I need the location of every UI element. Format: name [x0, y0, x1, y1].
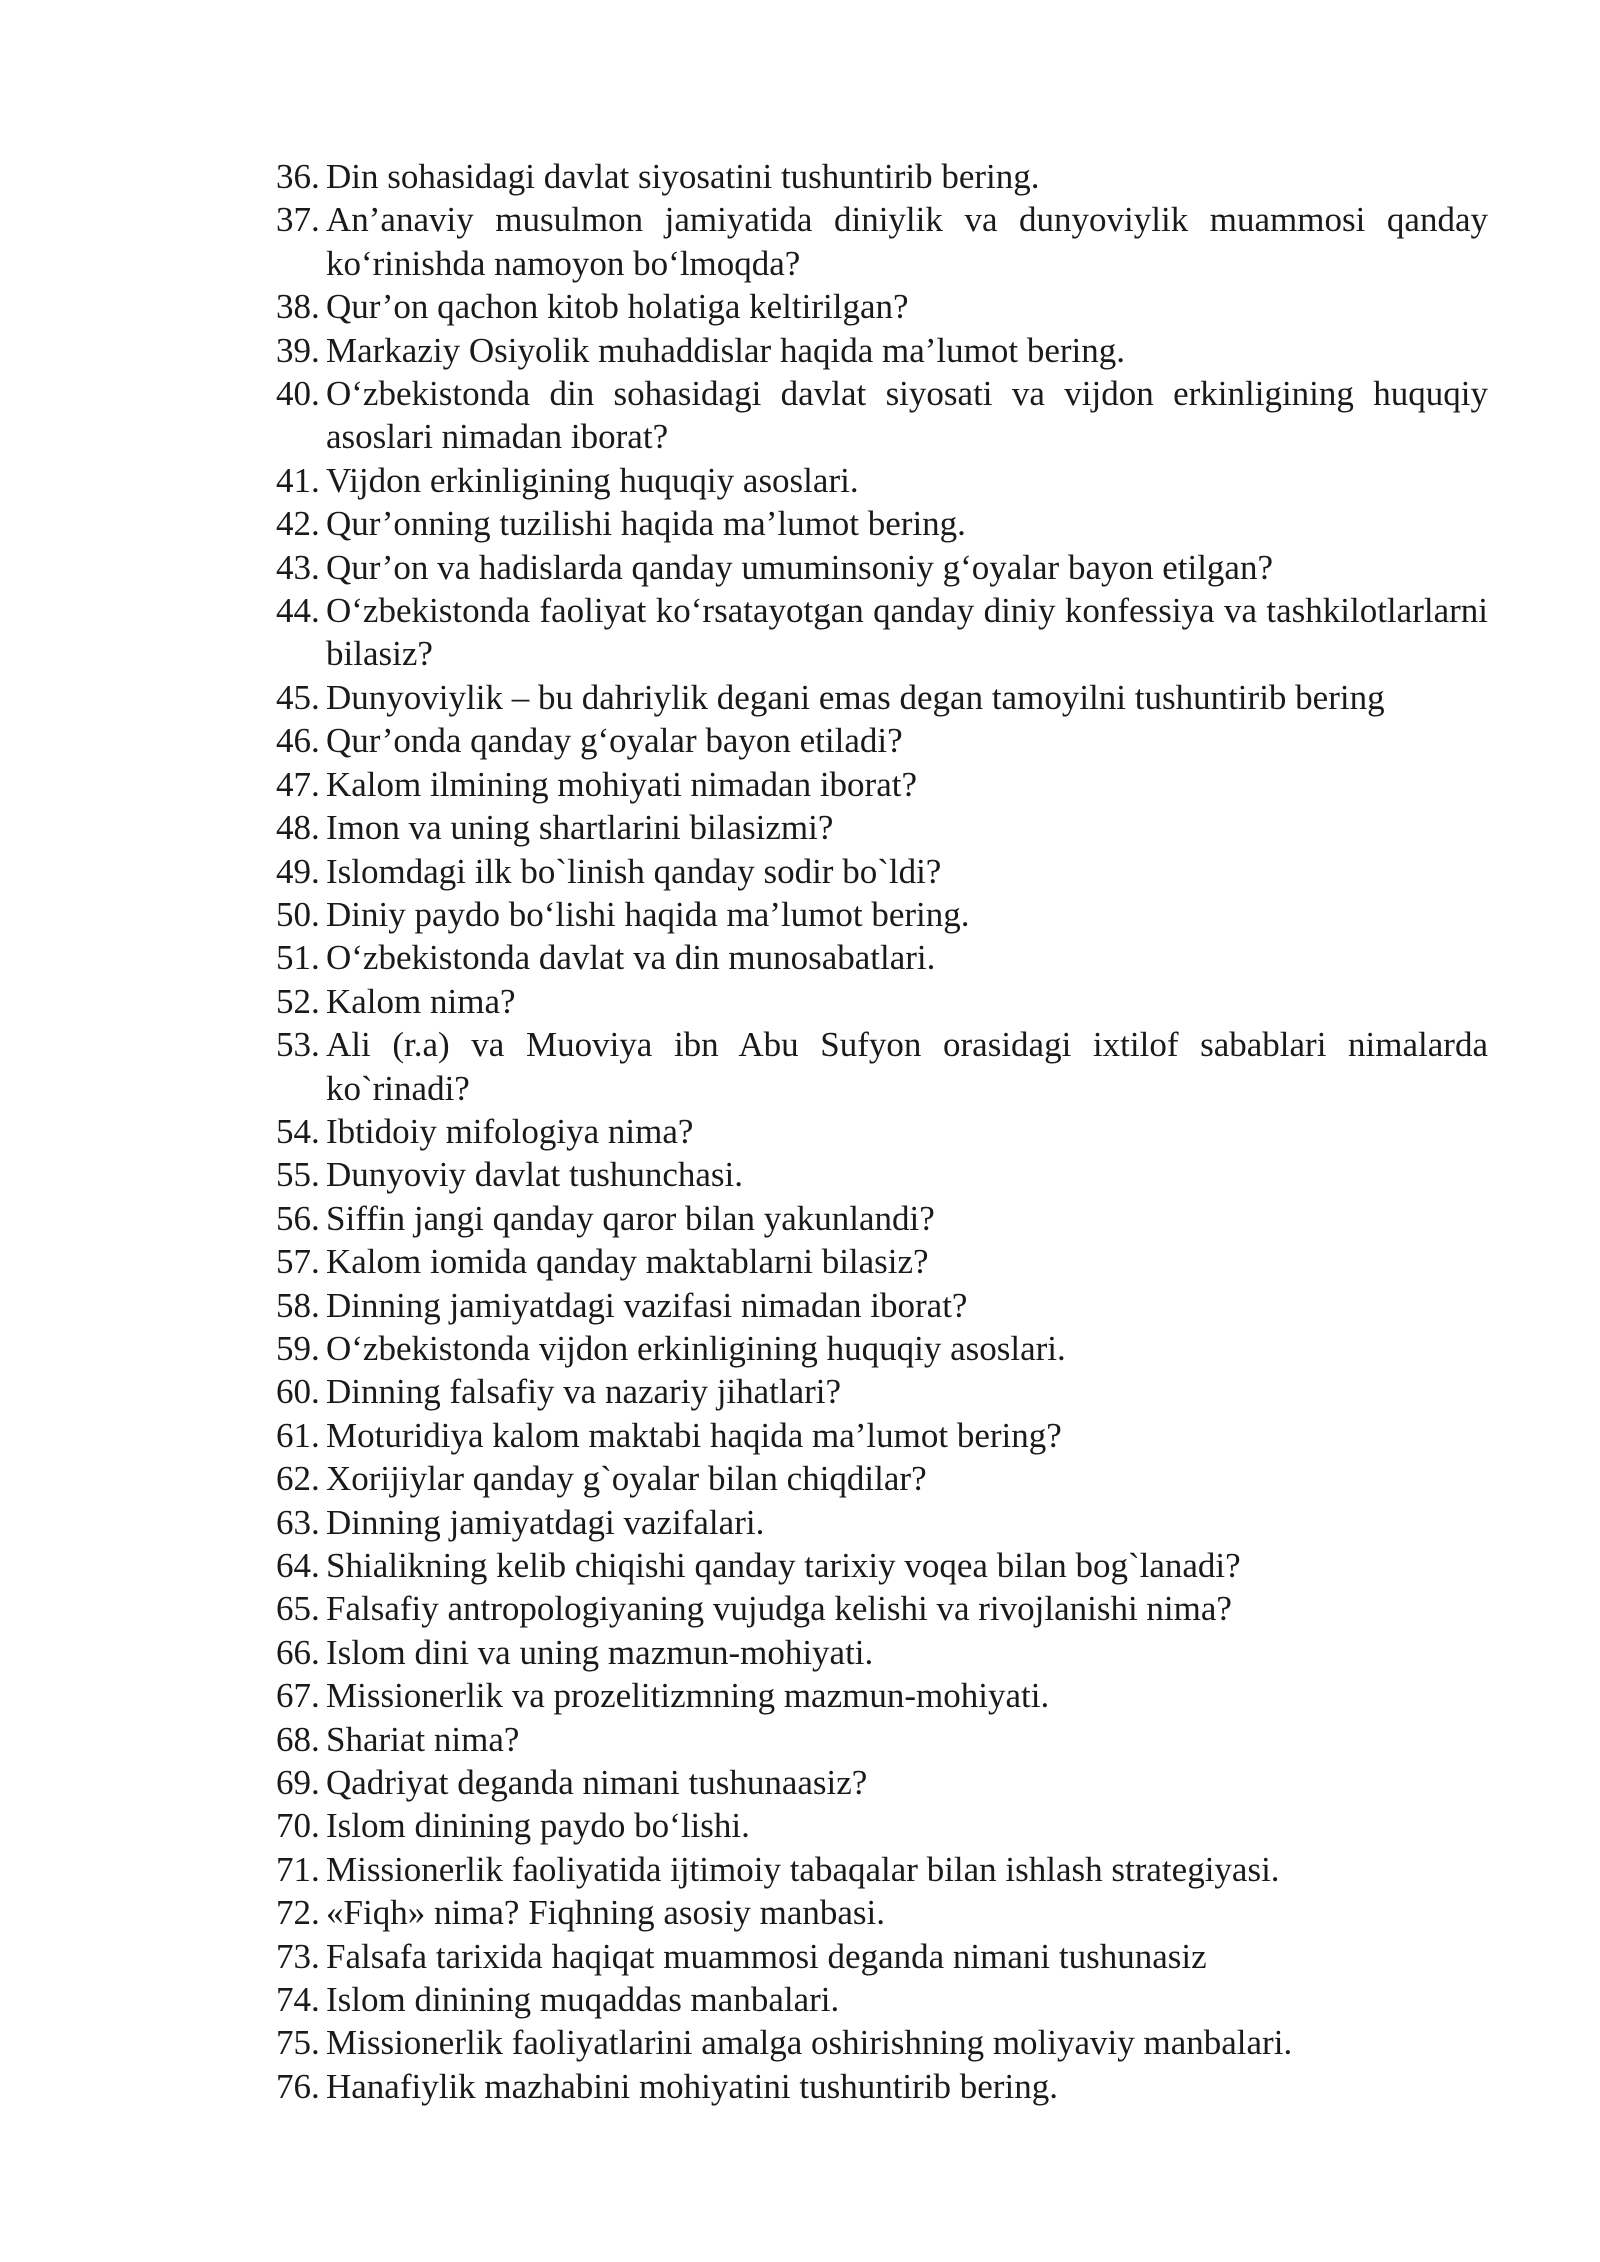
- question-text: Islom dinining paydo bo‘lishi.: [326, 1806, 750, 1846]
- question-number: 55.: [276, 1155, 320, 1195]
- list-item: [276, 1240, 1488, 1283]
- question-text: Diniy paydo bo‘lishi haqida ma’lumot bering.: [326, 894, 970, 934]
- question-text: Vijdon erkinligining huquqiy asoslari.: [326, 460, 859, 500]
- question-text: Missionerlik faoliyatida ijtimoiy tabaqalar bilan ishlash strategiyasi.: [326, 1849, 1280, 1889]
- list-item: [276, 806, 1488, 849]
- question-text: Kalom ilmining mohiyati nimadan iborat?: [326, 764, 918, 804]
- question-number: 49.: [276, 851, 320, 891]
- question-number: 45.: [276, 677, 320, 717]
- question-text: Kalom iomida qanday maktablarni bilasiz?: [326, 1242, 929, 1282]
- question-text: Islomdagi ilk bo`linish qanday sodir bo`ldi?: [326, 851, 942, 891]
- question-text: An’anaviy musulmon jamiyatida diniylik va dunyoviylik muammosi qanday ko‘rinishda namoyon bo‘lmoqda?: [326, 200, 1488, 283]
- list-item: [276, 936, 1488, 979]
- question-text: Qadriyat deganda nimani tushunaasiz?: [326, 1763, 868, 1803]
- question-number: 52.: [276, 981, 320, 1021]
- list-item: [276, 1110, 1488, 1153]
- list-item: [276, 2021, 1488, 2064]
- list-item: [276, 1501, 1488, 1544]
- question-number: 73.: [276, 1936, 320, 1976]
- list-item: [276, 1457, 1488, 1500]
- question-text: O‘zbekistonda faoliyat ko‘rsatayotgan qanday diniy konfessiya va tashkilotlarlarni bilasiz?: [326, 591, 1488, 674]
- list-item: [276, 1370, 1488, 1413]
- list-item: [276, 1718, 1488, 1761]
- question-text: Siffin jangi qanday qaror bilan yakunlandi?: [326, 1198, 935, 1238]
- list-item: [276, 1631, 1488, 1674]
- question-text: Dinning jamiyatdagi vazifalari.: [326, 1502, 765, 1542]
- list-item: [276, 1674, 1488, 1717]
- question-text: Din sohasidagi davlat siyosatini tushuntirib bering.: [326, 157, 1040, 196]
- list-item: [276, 1978, 1488, 2021]
- question-text: O‘zbekistonda din sohasidagi davlat siyosati va vijdon erkinligining huquqiy asoslari nimadan iborat?: [326, 374, 1488, 457]
- list-item: [276, 502, 1488, 545]
- question-number: 47.: [276, 764, 320, 804]
- list-item: [276, 676, 1488, 719]
- question-number: 39.: [276, 330, 320, 370]
- question-number: 59.: [276, 1328, 320, 1368]
- question-text: Dunyoviy davlat tushunchasi.: [326, 1155, 744, 1195]
- question-number: 67.: [276, 1676, 320, 1716]
- question-text: Moturidiya kalom maktabi haqida ma’lumot bering?: [326, 1415, 1062, 1455]
- question-number: 48.: [276, 808, 320, 848]
- question-text: Qur’onda qanday g‘oyalar bayon etiladi?: [326, 721, 903, 761]
- question-number: 37.: [276, 200, 320, 240]
- list-item: [276, 546, 1488, 589]
- question-text: Falsafa tarixida haqiqat muammosi deganda nimani tushunasiz: [326, 1936, 1207, 1976]
- question-number: 63.: [276, 1502, 320, 1542]
- question-text: «Fiqh» nima? Fiqhning asosiy manbasi.: [326, 1893, 886, 1933]
- question-number: 74.: [276, 1980, 320, 2020]
- question-text: Ali (r.a) va Muoviya ibn Abu Sufyon orasidagi ixtilof sabablari nimalarda ko`rinadi?: [326, 1025, 1488, 1108]
- question-text: Ibtidoiy mifologiya nima?: [326, 1111, 694, 1151]
- list-item: [276, 1544, 1488, 1587]
- question-text: O‘zbekistonda vijdon erkinligining huquqiy asoslari.: [326, 1328, 1066, 1368]
- question-text: Qur’on va hadislarda qanday umuminsoniy g‘oyalar bayon etilgan?: [326, 547, 1273, 587]
- list-item: [276, 1197, 1488, 1240]
- list-item: [276, 763, 1488, 806]
- question-text: Qur’on qachon kitob holatiga keltirilgan?: [326, 287, 909, 327]
- question-text: Dinning jamiyatdagi vazifasi nimadan iborat?: [326, 1285, 968, 1325]
- question-number: 69.: [276, 1763, 320, 1803]
- question-number: 72.: [276, 1893, 320, 1933]
- list-item: [276, 1761, 1488, 1804]
- question-number: 71.: [276, 1849, 320, 1889]
- question-text: Imon va uning shartlarini bilasizmi?: [326, 808, 834, 848]
- list-item: [276, 1414, 1488, 1457]
- list-item: [276, 285, 1488, 328]
- question-text: Markaziy Osiyolik muhaddislar haqida ma’lumot bering.: [326, 330, 1125, 370]
- question-number: 62.: [276, 1459, 320, 1499]
- question-number: 40.: [276, 374, 320, 414]
- list-item: [276, 1023, 1488, 1110]
- list-item: [276, 198, 1488, 285]
- question-number: 57.: [276, 1242, 320, 1282]
- list-item: [276, 1935, 1488, 1978]
- question-text: Dinning falsafiy va nazariy jihatlari?: [326, 1372, 842, 1412]
- list-item: [276, 893, 1488, 936]
- question-text: Shialikning kelib chiqishi qanday tarixiy voqea bilan bog`lanadi?: [326, 1546, 1241, 1585]
- question-text: Islom dini va uning mazmun-mohiyati.: [326, 1632, 874, 1672]
- question-text: O‘zbekistonda davlat va din munosabatlari.: [326, 938, 936, 978]
- question-number: 46.: [276, 721, 320, 761]
- list-item: [276, 719, 1488, 762]
- list-item: [276, 372, 1488, 459]
- list-item: [276, 1804, 1488, 1847]
- question-text: Falsafiy antropologiyaning vujudga kelishi va rivojlanishi nima?: [326, 1589, 1232, 1629]
- question-text: Islom dinining muqaddas manbalari.: [326, 1980, 840, 2020]
- list-item: [276, 850, 1488, 893]
- question-number: 68.: [276, 1719, 320, 1759]
- list-item: [276, 1327, 1488, 1370]
- question-text: Xorijiylar qanday g`oyalar bilan chiqdilar?: [326, 1459, 927, 1499]
- question-number: 65.: [276, 1589, 320, 1629]
- list-item: [276, 980, 1488, 1023]
- list-item: [276, 1891, 1488, 1934]
- list-item: [276, 1284, 1488, 1327]
- list-item: [276, 1848, 1488, 1891]
- question-number: 50.: [276, 894, 320, 934]
- list-item: [276, 329, 1488, 372]
- list-item: [276, 459, 1488, 502]
- list-item: [276, 2065, 1488, 2108]
- question-number: 60.: [276, 1372, 320, 1412]
- question-number: 76.: [276, 2066, 320, 2106]
- question-number: 36.: [276, 157, 320, 196]
- question-number: 70.: [276, 1806, 320, 1846]
- question-text: Missionerlik faoliyatlarini amalga oshirishning moliyaviy manbalari.: [326, 2023, 1293, 2063]
- list-item: [276, 589, 1488, 676]
- list-item: [276, 155, 1488, 198]
- question-number: 38.: [276, 287, 320, 327]
- list-item: [276, 1587, 1488, 1630]
- list-item: [276, 1153, 1488, 1196]
- question-number: 54.: [276, 1111, 320, 1151]
- question-number: 42.: [276, 504, 320, 544]
- question-number: 75.: [276, 2023, 320, 2063]
- question-number: 66.: [276, 1632, 320, 1672]
- question-text: Qur’onning tuzilishi haqida ma’lumot bering.: [326, 504, 966, 544]
- question-number: 64.: [276, 1546, 320, 1585]
- question-text: Hanafiylik mazhabini mohiyatini tushuntirib bering.: [326, 2066, 1058, 2106]
- question-number: 61.: [276, 1415, 320, 1455]
- question-text: Dunyoviylik – bu dahriylik degani emas degan tamoyilni tushuntirib bering: [326, 677, 1385, 717]
- question-number: 41.: [276, 460, 320, 500]
- question-number: 44.: [276, 591, 320, 631]
- question-number: 56.: [276, 1198, 320, 1238]
- question-number: 58.: [276, 1285, 320, 1325]
- question-list: [276, 155, 1488, 2108]
- question-number: 43.: [276, 547, 320, 587]
- question-text: Kalom nima?: [326, 981, 516, 1021]
- question-number: 51.: [276, 938, 320, 978]
- question-number: 53.: [276, 1025, 320, 1065]
- question-text: Missionerlik va prozelitizmning mazmun-mohiyati.: [326, 1676, 1050, 1716]
- question-text: Shariat nima?: [326, 1719, 520, 1759]
